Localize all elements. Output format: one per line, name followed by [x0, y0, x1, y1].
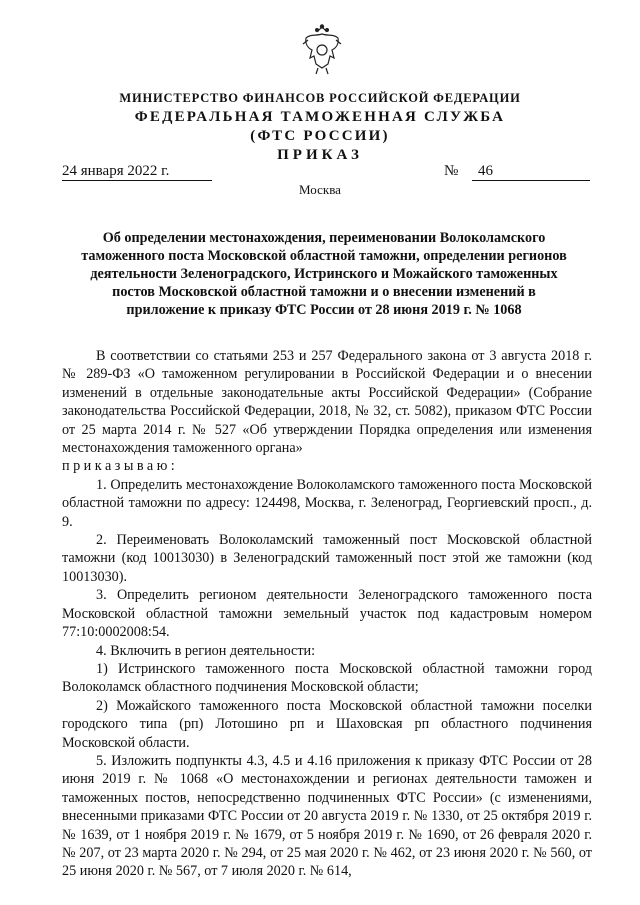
order-number-label: №	[444, 163, 459, 179]
paragraph-4: 4. Включить в регион деятельности:	[96, 642, 316, 659]
order-city: Москва	[299, 182, 341, 197]
paragraph-3: 3. Определить регионом деятельности Зеленоградского таможенного поста Московской областной таможни земельный участок под кадастровым номером 77:10:0002008:54.	[62, 587, 592, 641]
order-date: 24 января 2022 г.	[62, 162, 212, 181]
order-title: Об определении местонахождения, переименовании Волоколамского таможенного поста Московской областной таможни, определении регионов деятельности Зеленоградского, Истринского и Можайского таможенных постов Московской областной таможни и о внесении изменений в приложение к приказу ФТС России от 28 июня 2019 г. № 1068	[81, 230, 567, 318]
order-verb: приказываю:	[62, 458, 179, 475]
service-name	[0, 108, 640, 146]
coat-of-arms-emblem-icon	[300, 24, 344, 76]
order-number: 46	[472, 162, 590, 181]
service-name-line1: ФЕДЕРАЛЬНАЯ ТАМОЖЕННАЯ СЛУЖБА	[134, 109, 506, 125]
order-body	[62, 347, 592, 881]
ministry-name: МИНИСТЕРСТВО ФИНАНСОВ РОССИЙСКОЙ ФЕДЕРАЦИИ	[119, 91, 521, 105]
order-heading: ПРИКАЗ	[277, 147, 363, 163]
paragraph-4-2: 2) Можайского таможенного поста Московской областной таможни поселки городского типа (рп) Лотошино рп и Шаховская рп областного подчинения Московской области.	[62, 697, 592, 751]
paragraph-2: 2. Переименовать Волоколамский таможенный пост Московской областной таможни (код 10013030) в Зеленоградский таможенный пост этой же таможни (код 10013030).	[62, 532, 592, 585]
paragraph-4-1: 1) Истринского таможенного поста Московской областной таможни город Волоколамск областного подчинения Московской области;	[62, 660, 592, 696]
preamble-paragraph: В соответствии со статьями 253 и 257 Федерального закона от 3 августа 2018 г. № 289-ФЗ «О таможенном регулировании в Российской Федерации и о внесении изменений в отдельные законодательные акты Российской Федерации» (Собрание законодательства Российской Федерации, 2018, № 32, ст. 5082), приказом ФТС России от 25 марта 2014 г. № 527 «Об утверждении Порядка определения или изменения местонахождения таможенного органа»	[62, 348, 592, 457]
paragraph-5: 5. Изложить подпункты 4.3, 4.5 и 4.16 приложения к приказу ФТС России от 28 июня 2019 г. № 1068 «О местонахождении и регионах деятельности таможен и таможенных постов, непосредственно подчиненных ФТС России» (с изменениями, внесенными приказами ФТС России от 20 августа 2019 г. № 1330, от 25 октября 2019 г. № 1639, от 1 ноября 2019 г. № 1679, от 5 ноября 2019 г. № 1690, от 26 февраля 2020 г. № 207, от 23 марта 2020 г. № 294, от 25 мая 2020 г. № 462, от 23 июня 2020 г. № 560, от 25 июня 2020 г. № 567, от 7 июля 2020 г. № 614,	[62, 752, 592, 880]
paragraph-1: 1. Определить местонахождение Волоколамского таможенного поста Московской областной таможни по адресу: 124498, Москва, г. Зеленоград, Георгиевский просп., д. 9.	[62, 476, 592, 530]
service-name-line2: (ФТС РОССИИ)	[250, 128, 390, 144]
